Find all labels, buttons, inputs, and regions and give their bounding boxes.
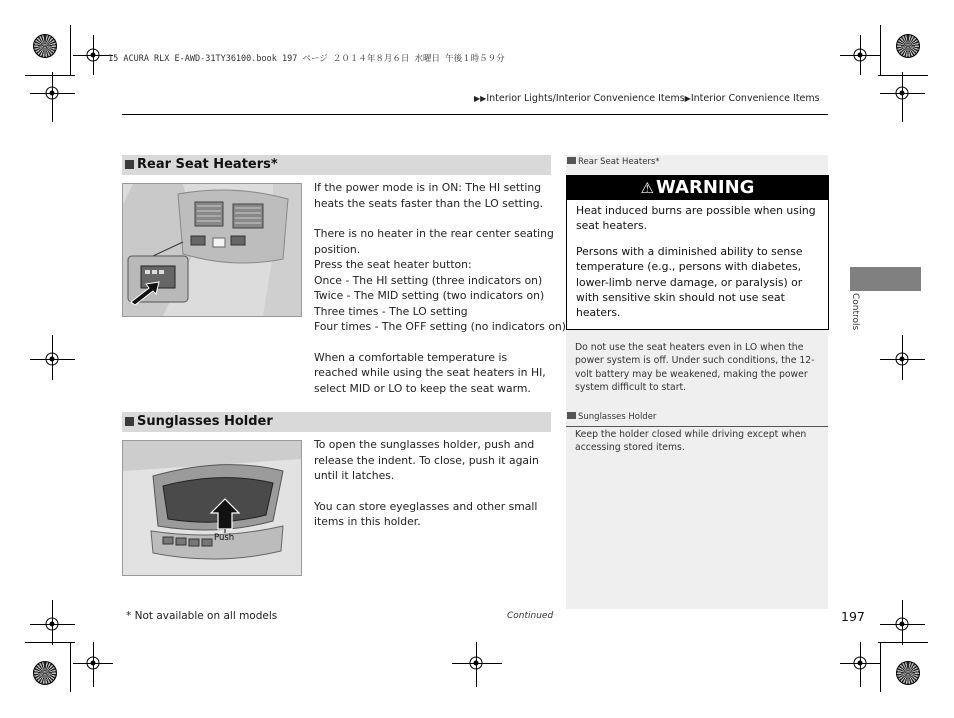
breadcrumb — [474, 93, 820, 104]
footnote: * Not available on all models — [126, 610, 278, 622]
sidebar-ref-sunglasses-holder[interactable] — [567, 412, 656, 422]
warning-title: WARNING — [656, 177, 755, 198]
section-heading-sunglasses-holder — [122, 412, 551, 432]
breadcrumb-current: Interior Convenience Items — [690, 93, 820, 104]
ref-label: Sunglasses Holder — [578, 412, 657, 422]
paragraph: To open the sunglasses holder, push and release the indent. To close, push it again until it latches. — [314, 438, 539, 482]
section-square-icon — [125, 160, 134, 169]
paragraph: Press the seat heater button: — [314, 258, 472, 271]
section-title: Sunglasses Holder — [137, 414, 273, 429]
warning-triangle-icon: ⚠ — [640, 179, 654, 197]
footnote-star: * — [655, 157, 660, 167]
section-title: Rear Seat Heaters — [137, 157, 271, 172]
sunglasses-holder-body — [314, 437, 554, 530]
rear-seat-heater-photo — [122, 183, 302, 317]
paragraph: There is no heater in the rear center seating position. — [314, 227, 554, 256]
breadcrumb-separator: ▶ — [684, 94, 691, 103]
chapter-tab-label: Controls — [850, 293, 860, 331]
sidebar-rule — [566, 426, 828, 427]
sidebar-note-sunglasses-holder: Keep the holder closed while driving except when accessing stored items. — [575, 429, 807, 454]
sunglasses-holder-photo — [122, 440, 302, 576]
warning-text: Heat induced burns are possible when using seat heaters. — [576, 204, 816, 233]
push-callout-label: Push — [214, 533, 235, 543]
reference-arrow-icon — [567, 157, 576, 164]
reference-arrow-icon — [567, 412, 576, 419]
list-item: Four times - The OFF setting (no indicators on) — [314, 320, 566, 333]
overhead-console-illustration — [123, 441, 301, 575]
warning-text: Persons with a diminished ability to sense temperature (e.g., persons with diabetes, lower-limb nerve damage, or paralysis) or with sensitive skin should not use seat heaters. — [576, 245, 803, 320]
chapter-tab[interactable] — [850, 267, 921, 291]
warning-box — [566, 175, 829, 330]
rear-console-illustration — [123, 184, 301, 316]
page-number: 197 — [841, 609, 865, 624]
breadcrumb-link-interior-lights[interactable]: Interior Lights/Interior Convenience Items — [486, 93, 685, 104]
paragraph: You can store eyeglasses and other small items in this holder. — [314, 499, 538, 528]
section-heading-rear-seat-heaters — [122, 155, 551, 175]
section-square-icon — [125, 417, 134, 426]
list-item: Twice - The MID setting (two indicators on) — [314, 289, 545, 302]
continued-label: Continued — [507, 611, 554, 621]
breadcrumb-arrows: ▶▶ — [474, 94, 487, 103]
ref-label: Rear Seat Heaters — [578, 157, 656, 167]
print-file-header: 15 ACURA RLX E-AWD-31TY36100.book 197 ページ ２０１４年８月６日 水曜日 午後１時５９分 — [108, 54, 505, 64]
warning-title-bar — [567, 176, 828, 200]
sidebar-ref-rear-seat-heaters[interactable] — [567, 157, 660, 167]
paragraph: If the power mode is in ON: The HI setting heats the seats faster than the LO setting. — [314, 181, 544, 210]
rear-seat-heaters-body — [314, 180, 566, 396]
header-rule — [122, 114, 828, 115]
list-item: Once - The HI setting (three indicators on) — [314, 273, 543, 287]
list-item: Three times - The LO setting — [314, 304, 468, 318]
paragraph: When a comfortable temperature is reached while using the seat heaters in HI, select MID or LO to keep the seat warm. — [314, 350, 546, 395]
footnote-star: * — [270, 157, 278, 172]
sidebar-note-rear-seat-heaters: Do not use the seat heaters even in LO when the power system is off. Under such conditions, the 12-volt battery may be weakened, making the power system difficult to start. — [575, 342, 815, 394]
